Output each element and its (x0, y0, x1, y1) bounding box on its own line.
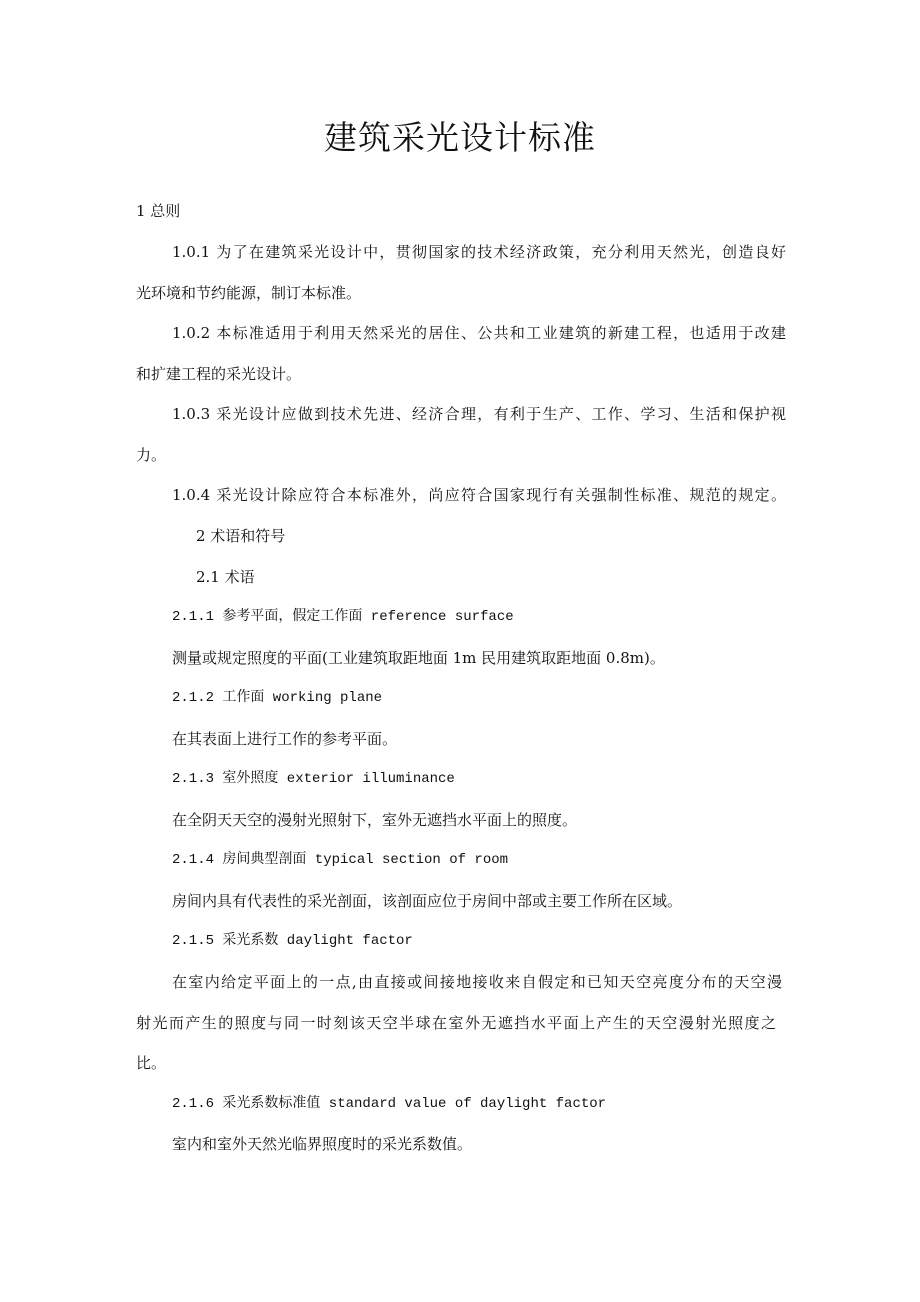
definition-2-1-5-line2: 射光而产生的照度与同一时刻该天空半球在室外无遮挡水平面上产生的天空漫射光照度之 (136, 1014, 776, 1032)
clause-1-0-2-line2: 和扩建工程的采光设计。 (136, 365, 302, 383)
section-heading-general: 1 总则 (136, 202, 181, 220)
definition-2-1-1: 测量或规定照度的平面(工业建筑取距地面 1m 民用建筑取距地面 0.8m)。 (172, 649, 665, 667)
term-2-1-6: 2.1.6 采光系数标准值 standard value of daylight factor (172, 1096, 607, 1112)
definition-2-1-4: 房间内具有代表性的采光剖面，该剖面应位于房间中部或主要工作所在区域。 (172, 892, 683, 910)
definition-2-1-5-line3: 比。 (136, 1054, 167, 1072)
term-2-1-5: 2.1.5 采光系数 daylight factor (172, 933, 413, 949)
document-title: 建筑采光设计标准 (324, 118, 596, 157)
clause-1-0-3-line1: 1.0.3 采光设计应做到技术先进、经济合理，有利于生产、工作、学习、生活和保护视 (172, 405, 786, 423)
clause-1-0-3-line2: 力。 (136, 446, 167, 464)
term-2-1-3: 2.1.3 室外照度 exterior illuminance (172, 771, 455, 787)
definition-2-1-5-line1: 在室内给定平面上的一点,由直接或间接地接收来自假定和已知天空亮度分布的天空漫 (172, 973, 782, 991)
clause-1-0-1-line2: 光环境和节约能源，制订本标准。 (136, 284, 362, 302)
subsection-heading-terms: 2.1 术语 (196, 568, 255, 586)
clause-1-0-4: 1.0.4 采光设计除应符合本标准外，尚应符合国家现行有关强制性标准、规范的规定。 (172, 486, 786, 504)
term-2-1-1: 2.1.1 参考平面，假定工作面 reference surface (172, 609, 514, 625)
section-heading-terms-symbols: 2 术语和符号 (196, 527, 286, 545)
definition-2-1-6: 室内和室外天然光临界照度时的采光系数值。 (172, 1135, 473, 1153)
term-2-1-4: 2.1.4 房间典型剖面 typical section of room (172, 852, 509, 868)
clause-1-0-1-line1: 1.0.1 为了在建筑采光设计中，贯彻国家的技术经济政策，充分利用天然光，创造良好 (172, 243, 786, 261)
clause-1-0-2-line1: 1.0.2 本标准适用于利用天然采光的居住、公共和工业建筑的新建工程，也适用于改建 (172, 324, 786, 342)
definition-2-1-2: 在其表面上进行工作的参考平面。 (172, 730, 398, 748)
definition-2-1-3: 在全阴天天空的漫射光照射下，室外无遮挡水平面上的照度。 (172, 811, 578, 829)
term-2-1-2: 2.1.2 工作面 working plane (172, 690, 383, 706)
